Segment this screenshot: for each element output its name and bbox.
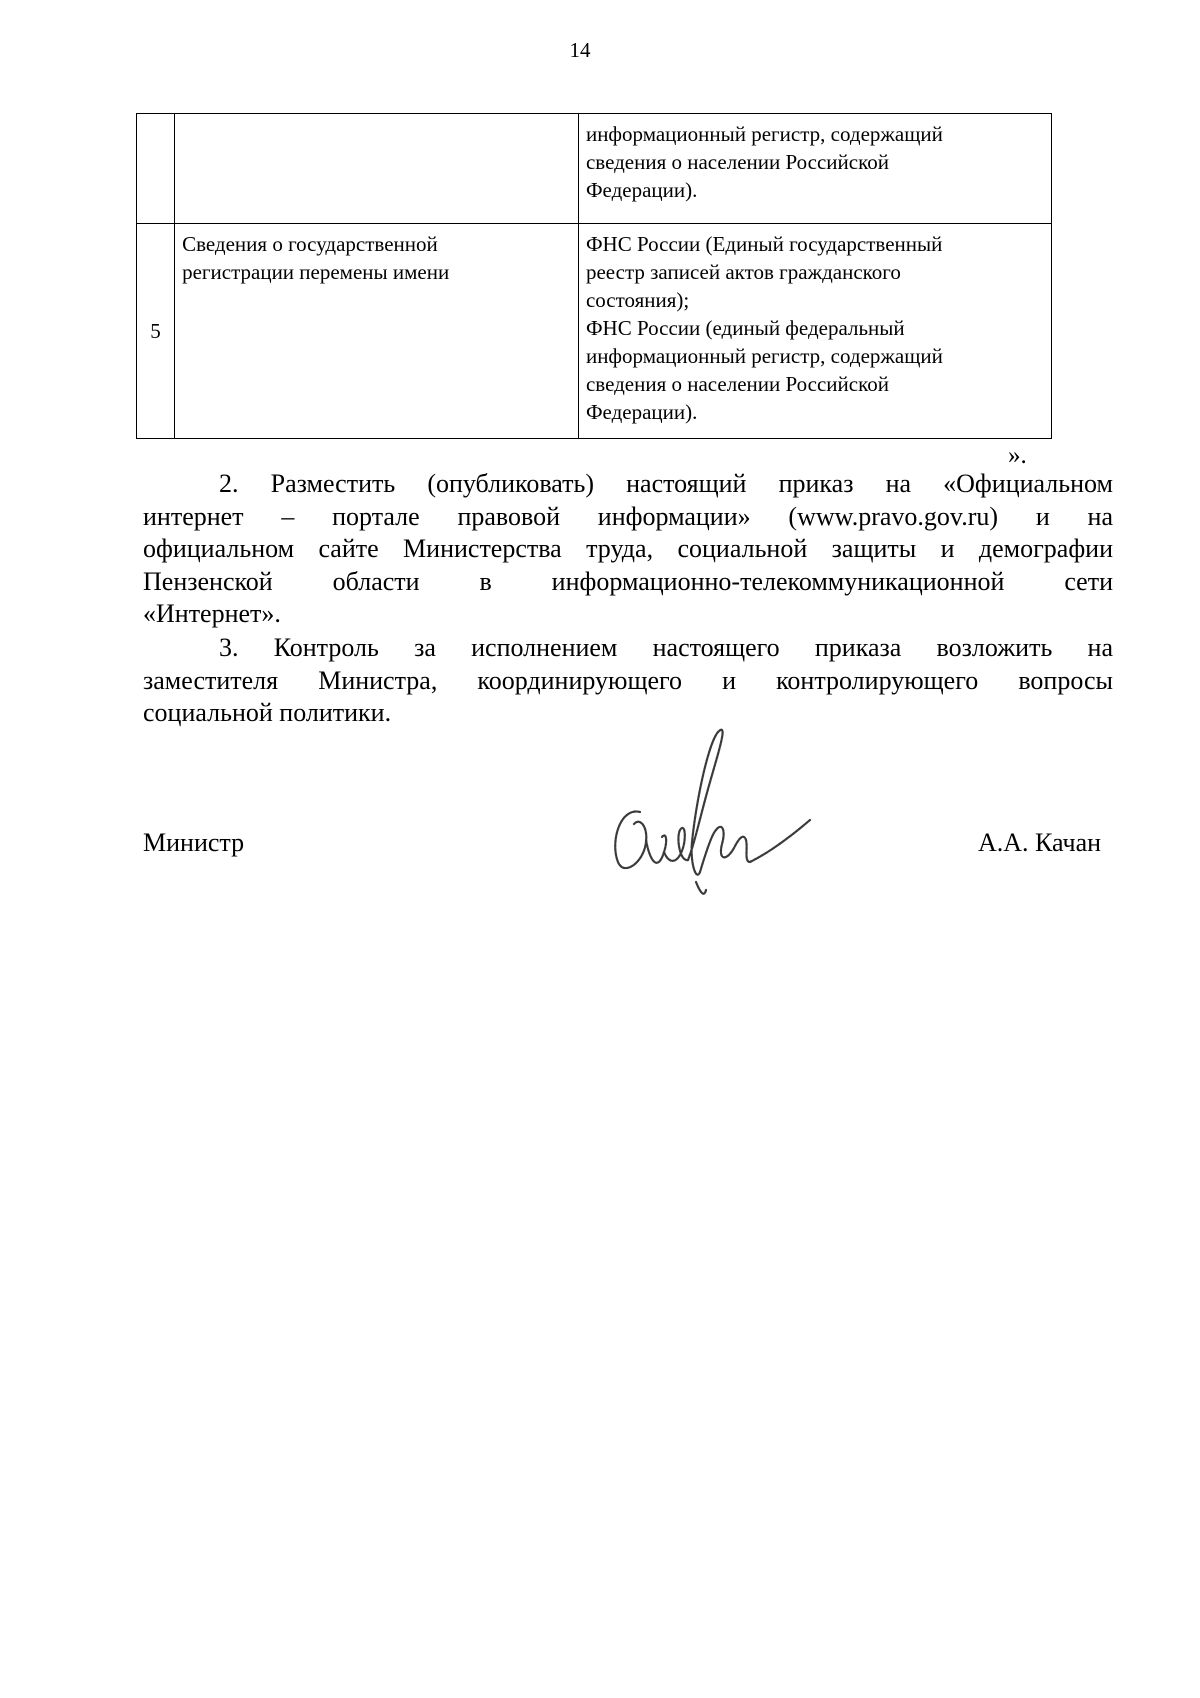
page-number: 14 [569,38,591,62]
paragraph-line: 2. Разместить (опубликовать) настоящий приказ на «Официальном [219,469,1113,498]
info-cell [175,114,579,224]
paragraph-2 [143,468,1113,631]
source-line: сведения о населении Российской [585,372,889,396]
data-table [136,113,1052,439]
paragraph-line: Пензенской области в информационно-телекоммуникационной сети [143,566,1113,596]
row-number-cell: 5 [137,224,175,439]
source-line: реестр записей актов гражданского [585,260,901,284]
paragraph-line: заместителя Министра, координирующего и контролирующего вопросы [143,665,1113,695]
info-cell [175,224,579,439]
signatory-name: А.А. Качан [978,828,1102,857]
source-line: Федерации). [585,400,698,424]
source-line: ФНС России (Единый государственный [585,232,943,256]
source-line: ФНС России (единый федеральный [585,316,905,340]
table-row [137,114,1052,224]
paragraph-line: 3. Контроль за исполнением настоящего приказа возложить на [219,633,1113,662]
source-line: сведения о населении Российской [585,150,889,174]
source-cell [578,224,1051,439]
source-line: информационный регистр, содержащий [585,122,943,146]
table-row [137,224,1052,439]
info-line: регистрации перемены имени [182,260,450,284]
closing-quote: ». [1008,442,1027,469]
paragraph-line: «Интернет». [143,599,281,628]
info-line: Сведения о государственной [182,232,438,256]
source-line: Федерации). [585,178,698,202]
signatory-title: Министр [143,828,245,857]
paragraph-line: интернет – портале правовой информации» (www.pravo.gov.ru) и на [143,501,1113,531]
source-cell [578,114,1051,224]
paragraph-line: социальной политики. [143,698,392,727]
handwritten-signature [600,712,822,930]
row-number-cell [137,114,175,224]
paragraph-line: официальном сайте Министерства труда, социальной защиты и демографии [143,534,1113,563]
source-line: информационный регистр, содержащий [585,344,943,368]
source-line: состояния); [585,288,690,312]
